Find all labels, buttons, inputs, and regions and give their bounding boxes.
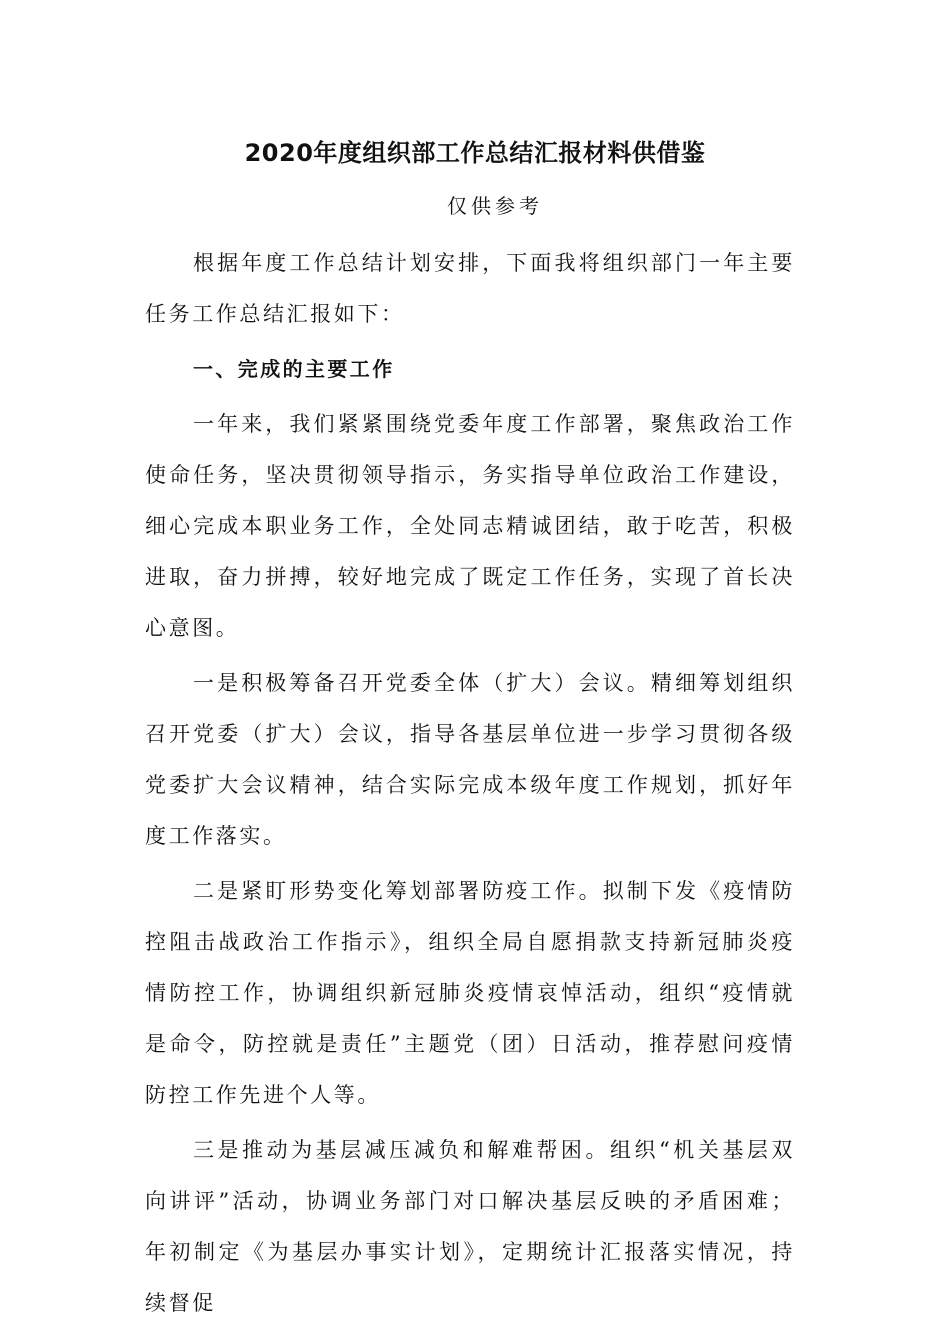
section-heading: 一、完成的主要工作 xyxy=(193,357,395,381)
paragraph-item-3: 三是推动为基层减压减负和解难帮困。组织“机关基层双向讲评”活动，协调业务部门对口解决基层反映的矛盾困难；年初制定《为基层办事实计划》，定期统计汇报落实情况，持续督促 xyxy=(145,1138,795,1315)
paragraph-item-1: 一是积极筹备召开党委全体（扩大）会议。精细筹划组织召开党委（扩大）会议，指导各基层单位进一步学习贯彻各级党委扩大会议精神，结合实际完成本级年度工作规划，抓好年度工作落实。 xyxy=(145,671,795,848)
document-subtitle: 仅供参考 xyxy=(447,194,543,218)
paragraph-intro: 根据年度工作总结计划安排，下面我将组织部门一年主要任务工作总结汇报如下： xyxy=(145,251,795,326)
document-title: 2020年度组织部工作总结汇报材料供借鉴 xyxy=(244,139,706,167)
document-body xyxy=(145,238,795,1333)
paragraph-item-2: 二是紧盯形势变化筹划部署防疫工作。拟制下发《疫情防控阻击战政治工作指示》，组织全局自愿捐款支持新冠肺炎疫情防控工作，协调组织新冠肺炎疫情哀悼活动，组织“疫情就是命令，防控就是责任”主题党（团）日活动，推荐慰问疫情防控工作先进个人等。 xyxy=(145,879,795,1107)
paragraph-summary: 一年来，我们紧紧围绕党委年度工作部署，聚焦政治工作使命任务，坚决贯彻领导指示，务实指导单位政治工作建设，细心完成本职业务工作，全处同志精诚团结，敢于吃苦，积极进取，奋力拼搏，较好地完成了既定工作任务，实现了首长决心意图。 xyxy=(145,412,795,640)
